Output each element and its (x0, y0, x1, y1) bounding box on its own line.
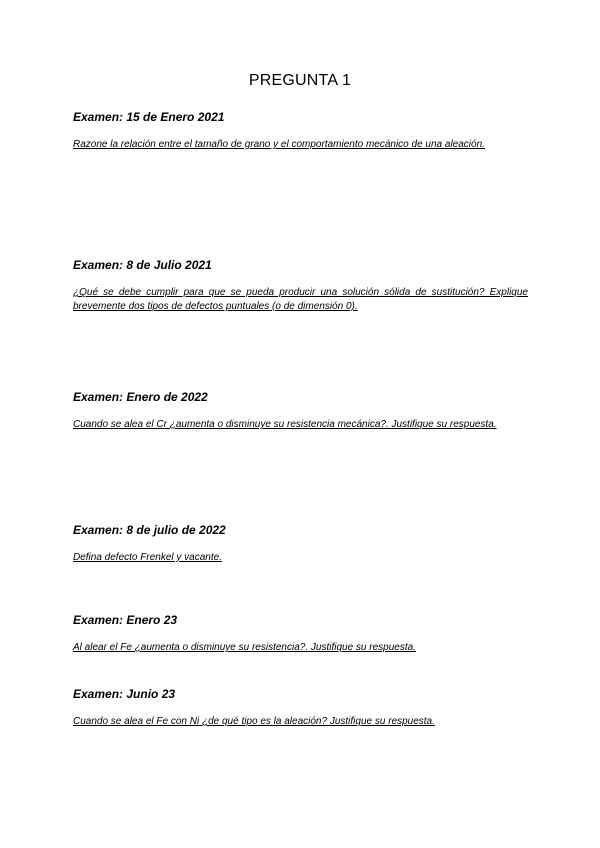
exam-section-jan-2021 (73, 110, 528, 152)
exam-question: Al alear el Fe ¿aumenta o disminuye su resistencia?. Justifique su respuesta. (73, 642, 416, 653)
exam-question: Razone la relación entre el tamaño de grano y el comportamiento mecánico de una aleación. (73, 139, 485, 150)
exam-question: ¿Qué se debe cumplir para que se pueda producir una solución sólida de sustitución? Explique brevemente dos tipos de defectos puntuales (o de dimensión 0). (73, 287, 528, 312)
exam-heading: Examen: 15 de Enero 2021 (73, 110, 225, 124)
exam-section-jan-23 (73, 613, 528, 655)
exam-heading: Examen: Enero de 2022 (73, 390, 208, 404)
exam-question: Defina defecto Frenkel y vacante. (73, 552, 222, 563)
exam-section-jun-23 (73, 687, 528, 729)
exam-section-jul-2022 (73, 523, 528, 565)
exam-heading: Examen: Junio 23 (73, 687, 176, 701)
exam-section-jul-2021 (73, 258, 528, 314)
exam-question: Cuando se alea el Cr ¿aumenta o disminuye su resistencia mecánica?. Justifique su respuesta. (73, 419, 497, 430)
exam-heading: Examen: 8 de Julio 2021 (73, 258, 212, 272)
exam-section-jan-2022 (73, 390, 528, 432)
exam-question: Cuando se alea el Fe con Ni ¿de qué tipo es la aleación? Justifique su respuesta. (73, 716, 435, 727)
exam-heading: Examen: 8 de julio de 2022 (73, 523, 226, 537)
exam-heading: Examen: Enero 23 (73, 613, 178, 627)
page-title: PREGUNTA 1 (248, 72, 352, 89)
